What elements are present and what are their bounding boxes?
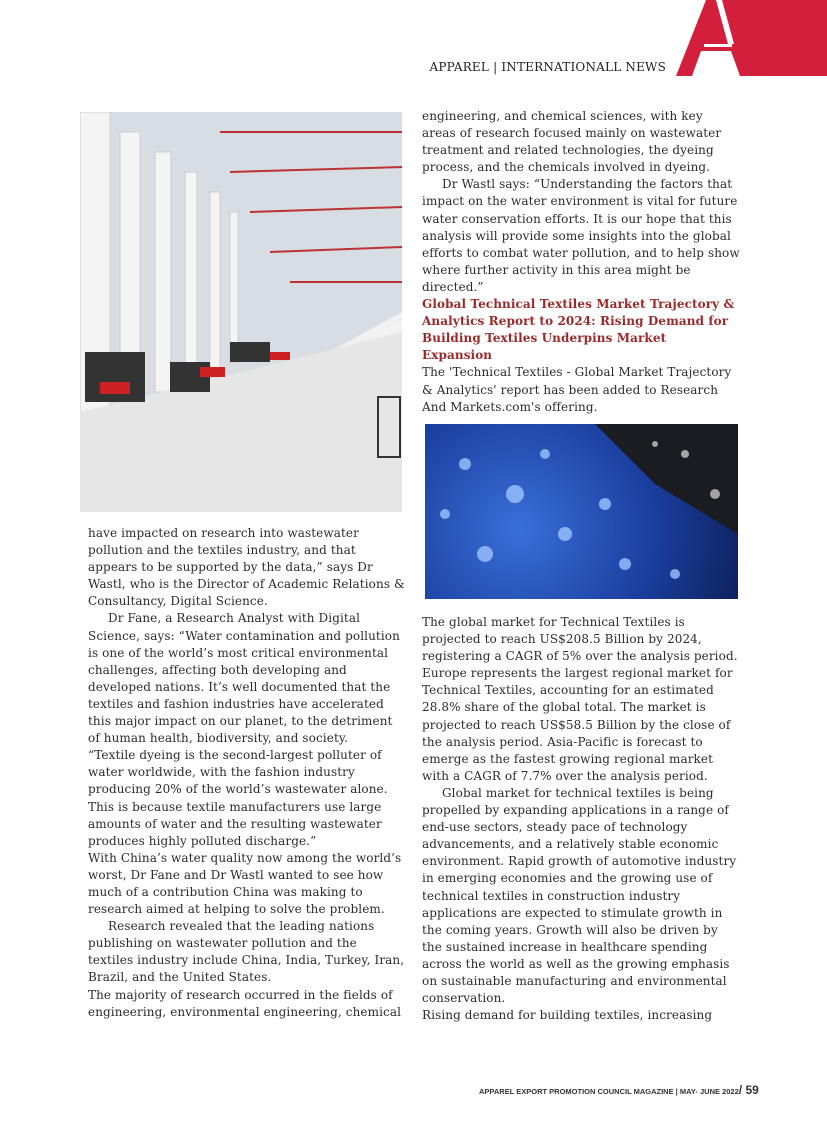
technical-textile-photo <box>425 424 738 599</box>
paragraph: Global market for technical textiles is being propelled by expanding applications in a range of end-use sectors, steady pace of technology advancements, and a relatively stable economic environment. Rapid growth of automotive industry in emerging economies and the growing use of technical textiles in construction industry applications are expected to stimulate growth in the coming years. Growth will also be driven by the sustained increase in healthcare spending across the world as well as the growing emphasis on sustainable manufacturing and environmental conservation. <box>422 785 737 1006</box>
page-number: / 59 <box>738 1083 759 1097</box>
article-intro: The 'Technical Textiles - Global Market Trajectory & Analytics' report has been added to Research And Markets.com's offering. <box>422 365 732 414</box>
paragraph: Dr Wastl says: “Understanding the factors that impact on the water environment is vital for future water conservation efforts. It is our hope that this analysis will provide some insights into the global efforts to combat water pollution, and to help show where further activity in this area might be directed.” <box>422 177 740 294</box>
paragraph: have impacted on research into wastewater pollution and the textiles industry, and that appears to be supported by the data,” says Dr Wastl, who is the Director of Academic Relations & Consultancy, Digital Science. <box>88 526 405 609</box>
section-header: APPAREL | INTERNATIONALL NEWS <box>429 60 666 74</box>
paragraph: With China’s water quality now among the world’s worst, Dr Fane and Dr Wastl wanted to see how much of a contribution China was making to research aimed at helping to solve the problem. <box>88 850 402 917</box>
right-column-bottom <box>422 614 740 1024</box>
left-column <box>88 525 406 1021</box>
article-heading: Global Technical Textiles Market Trajectory & Analytics Report to 2024: Rising Demand for Building Textiles Underpins Market Expansion <box>422 297 735 363</box>
paragraph: “Textile dyeing is the second-largest polluter of water worldwide, with the fashion industry producing 20% of the world’s wastewater alone. This is because textile manufacturers use large amounts of water and the resulting wastewater produces highly polluted discharge.” <box>88 748 388 848</box>
paragraph: Dr Fane, a Research Analyst with Digital Science, says: “Water contamination and pollution is one of the world’s most critical environmental challenges, affecting both developing and developed nations. It’s well documented that the textiles and fashion industries have accelerated this major impact on our planet, to the detriment of human health, biodiversity, and society. <box>88 611 400 746</box>
paragraph: Research revealed that the leading nations publishing on wastewater pollution and the textiles industry include China, India, Turkey, Iran, Brazil, and the United States. <box>88 919 405 985</box>
page-footer <box>479 1083 759 1097</box>
footer-text: APPAREL EXPORT PROMOTION COUNCIL MAGAZINE | MAY- JUNE 2022 <box>479 1087 739 1096</box>
paragraph: Rising demand for building textiles, increasing <box>422 1008 713 1023</box>
magazine-logo <box>676 0 827 76</box>
paragraph: engineering, and chemical sciences, with key areas of research focused mainly on wastewater treatment and related technologies, the dyeing process, and the chemicals involved in dyeing. <box>422 109 722 175</box>
paragraph: The majority of research occurred in the fields of engineering, environmental engineering, chemical <box>88 987 402 1019</box>
paragraph: The global market for Technical Textiles is projected to reach US$208.5 Billion by 2024, registering a CAGR of 5% over the analysis period. Europe represents the largest regional market for Technical Textiles, accounting for an estimated 28.8% share of the global total. The market is projected to reach US$58.5 Billion by the close of the analysis period. Asia-Pacific is forecast to emerge as the fastest growing regional market with a CAGR of 7.7% over the analysis period. <box>422 615 738 783</box>
warehouse-photo <box>80 112 402 512</box>
right-column-top <box>422 108 740 416</box>
